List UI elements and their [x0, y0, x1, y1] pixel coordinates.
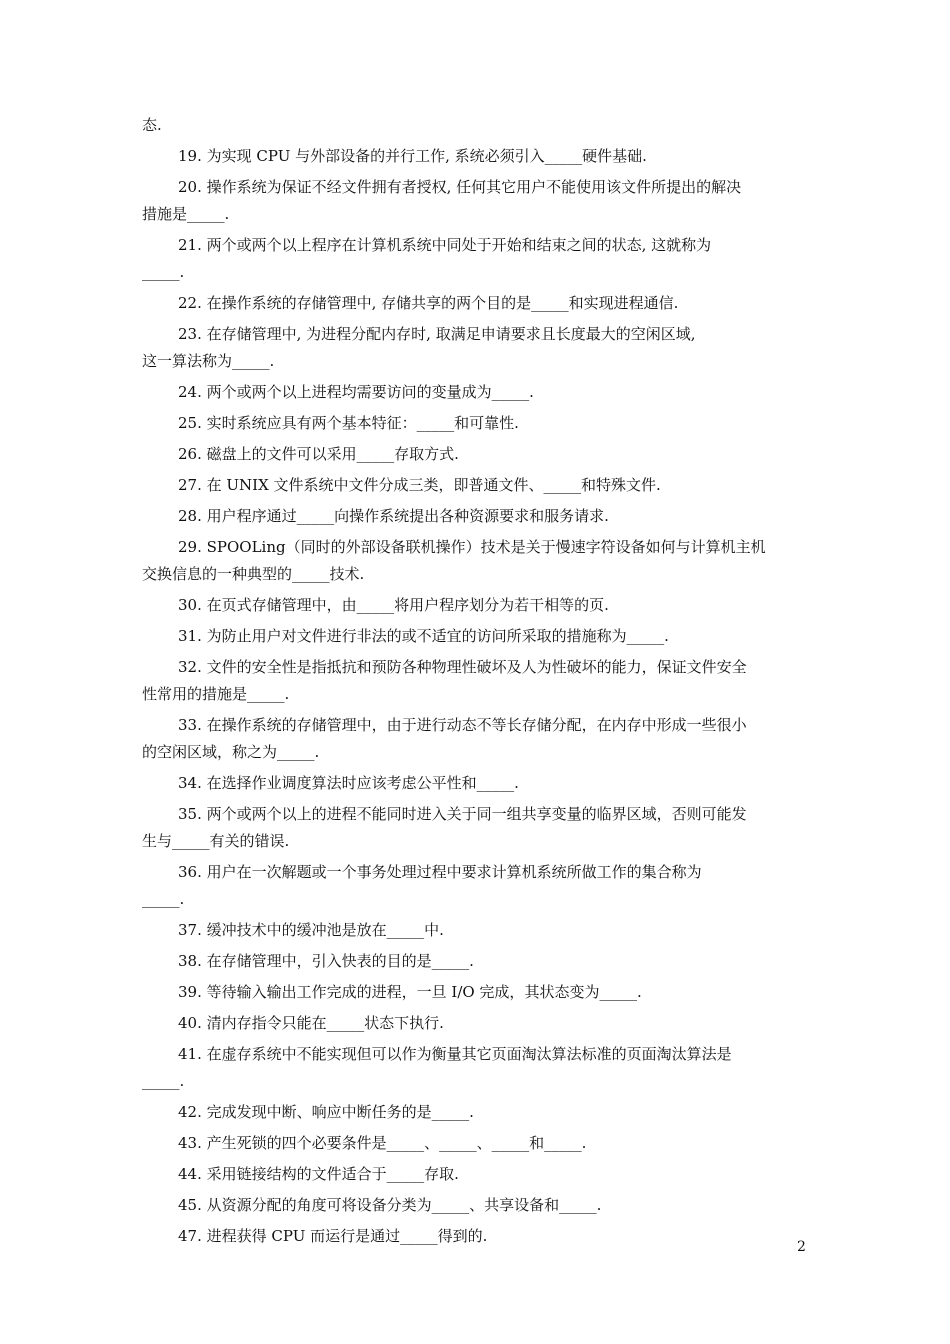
question-line: 39. 等待输入输出工作完成的进程，一旦 I/O 完成，其状态变为_____.: [178, 983, 642, 1001]
question-continuation: 措施是_____.: [142, 205, 230, 223]
question-continuation: _____.: [142, 263, 185, 281]
question-line: 43. 产生死锁的四个必要条件是_____、_____、_____和_____.: [178, 1134, 587, 1152]
question-line: 40. 清内存指令只能在_____状态下执行.: [178, 1014, 444, 1032]
question-line: 28. 用户程序通过_____向操作系统提出各种资源要求和服务请求.: [178, 507, 609, 525]
question-line: 26. 磁盘上的文件可以采用_____存取方式.: [178, 445, 459, 463]
question-line: 27. 在 UNIX 文件系统中文件分成三类，即普通文件、_____和特殊文件.: [178, 476, 661, 494]
question-line: 45. 从资源分配的角度可将设备分类为_____、共享设备和_____.: [178, 1196, 602, 1214]
question-line: 32. 文件的安全性是指抵抗和预防各种物理性破坏及人为性破坏的能力，保证文件安全: [178, 658, 747, 676]
question-line: 37. 缓冲技术中的缓冲池是放在_____中.: [178, 921, 444, 939]
question-continuation: _____.: [142, 890, 185, 908]
question-line: 29. SPOOLing（同时的外部设备联机操作）技术是关于慢速字符设备如何与计算机主机: [178, 538, 766, 556]
page-number: 2: [797, 1239, 806, 1255]
question-continuation: _____.: [142, 1072, 185, 1090]
question-line: 22. 在操作系统的存储管理中, 存储共享的两个目的是_____和实现进程通信.: [178, 294, 679, 312]
question-line: 31. 为防止用户对文件进行非法的或不适宜的访问所采取的措施称为_____.: [178, 627, 669, 645]
question-line: 33. 在操作系统的存储管理中，由于进行动态不等长存储分配，在内存中形成一些很小: [178, 716, 747, 734]
question-line: 34. 在选择作业调度算法时应该考虑公平性和_____.: [178, 774, 519, 792]
question-line: 47. 进程获得 CPU 而运行是通过_____得到的.: [178, 1227, 488, 1245]
question-line: 19. 为实现 CPU 与外部设备的并行工作, 系统必须引入_____硬件基础.: [178, 147, 647, 165]
question-line: 23. 在存储管理中, 为进程分配内存时, 取满足申请要求且长度最大的空闲区域,: [178, 325, 696, 343]
question-line: 35. 两个或两个以上的进程不能同时进入关于同一组共享变量的临界区域，否则可能发: [178, 805, 747, 823]
question-line: 44. 采用链接结构的文件适合于_____存取.: [178, 1165, 459, 1183]
question-line: 21. 两个或两个以上程序在计算机系统中同处于开始和结束之间的状态, 这就称为: [178, 236, 712, 254]
question-continuation: 性常用的措施是_____.: [142, 685, 290, 703]
document-body: [142, 112, 810, 1250]
question-line: 38. 在存储管理中，引入快表的目的是_____.: [178, 952, 474, 970]
question-continuation: 生与_____有关的错误.: [142, 832, 290, 850]
question-continuation: 的空闲区域，称之为_____.: [142, 743, 320, 761]
question-line: 36. 用户在一次解题或一个事务处理过程中要求计算机系统所做工作的集合称为: [178, 863, 702, 881]
question-line: 42. 完成发现中断、响应中断任务的是_____.: [178, 1103, 474, 1121]
question-line: 25. 实时系统应具有两个基本特征：_____和可靠性.: [178, 414, 519, 432]
question-line: 24. 两个或两个以上进程均需要访问的变量成为_____.: [178, 383, 534, 401]
question-line: 41. 在虚存系统中不能实现但可以作为衡量其它页面淘汰算法标准的页面淘汰算法是: [178, 1045, 732, 1063]
question-continuation: 态.: [142, 116, 162, 134]
question-line: 20. 操作系统为保证不经文件拥有者授权, 任何其它用户不能使用该文件所提出的解决: [178, 178, 742, 196]
question-continuation: 这一算法称为_____.: [142, 352, 275, 370]
question-continuation: 交换信息的一种典型的_____技术.: [142, 565, 365, 583]
question-line: 30. 在页式存储管理中，由_____将用户程序划分为若干相等的页.: [178, 596, 609, 614]
